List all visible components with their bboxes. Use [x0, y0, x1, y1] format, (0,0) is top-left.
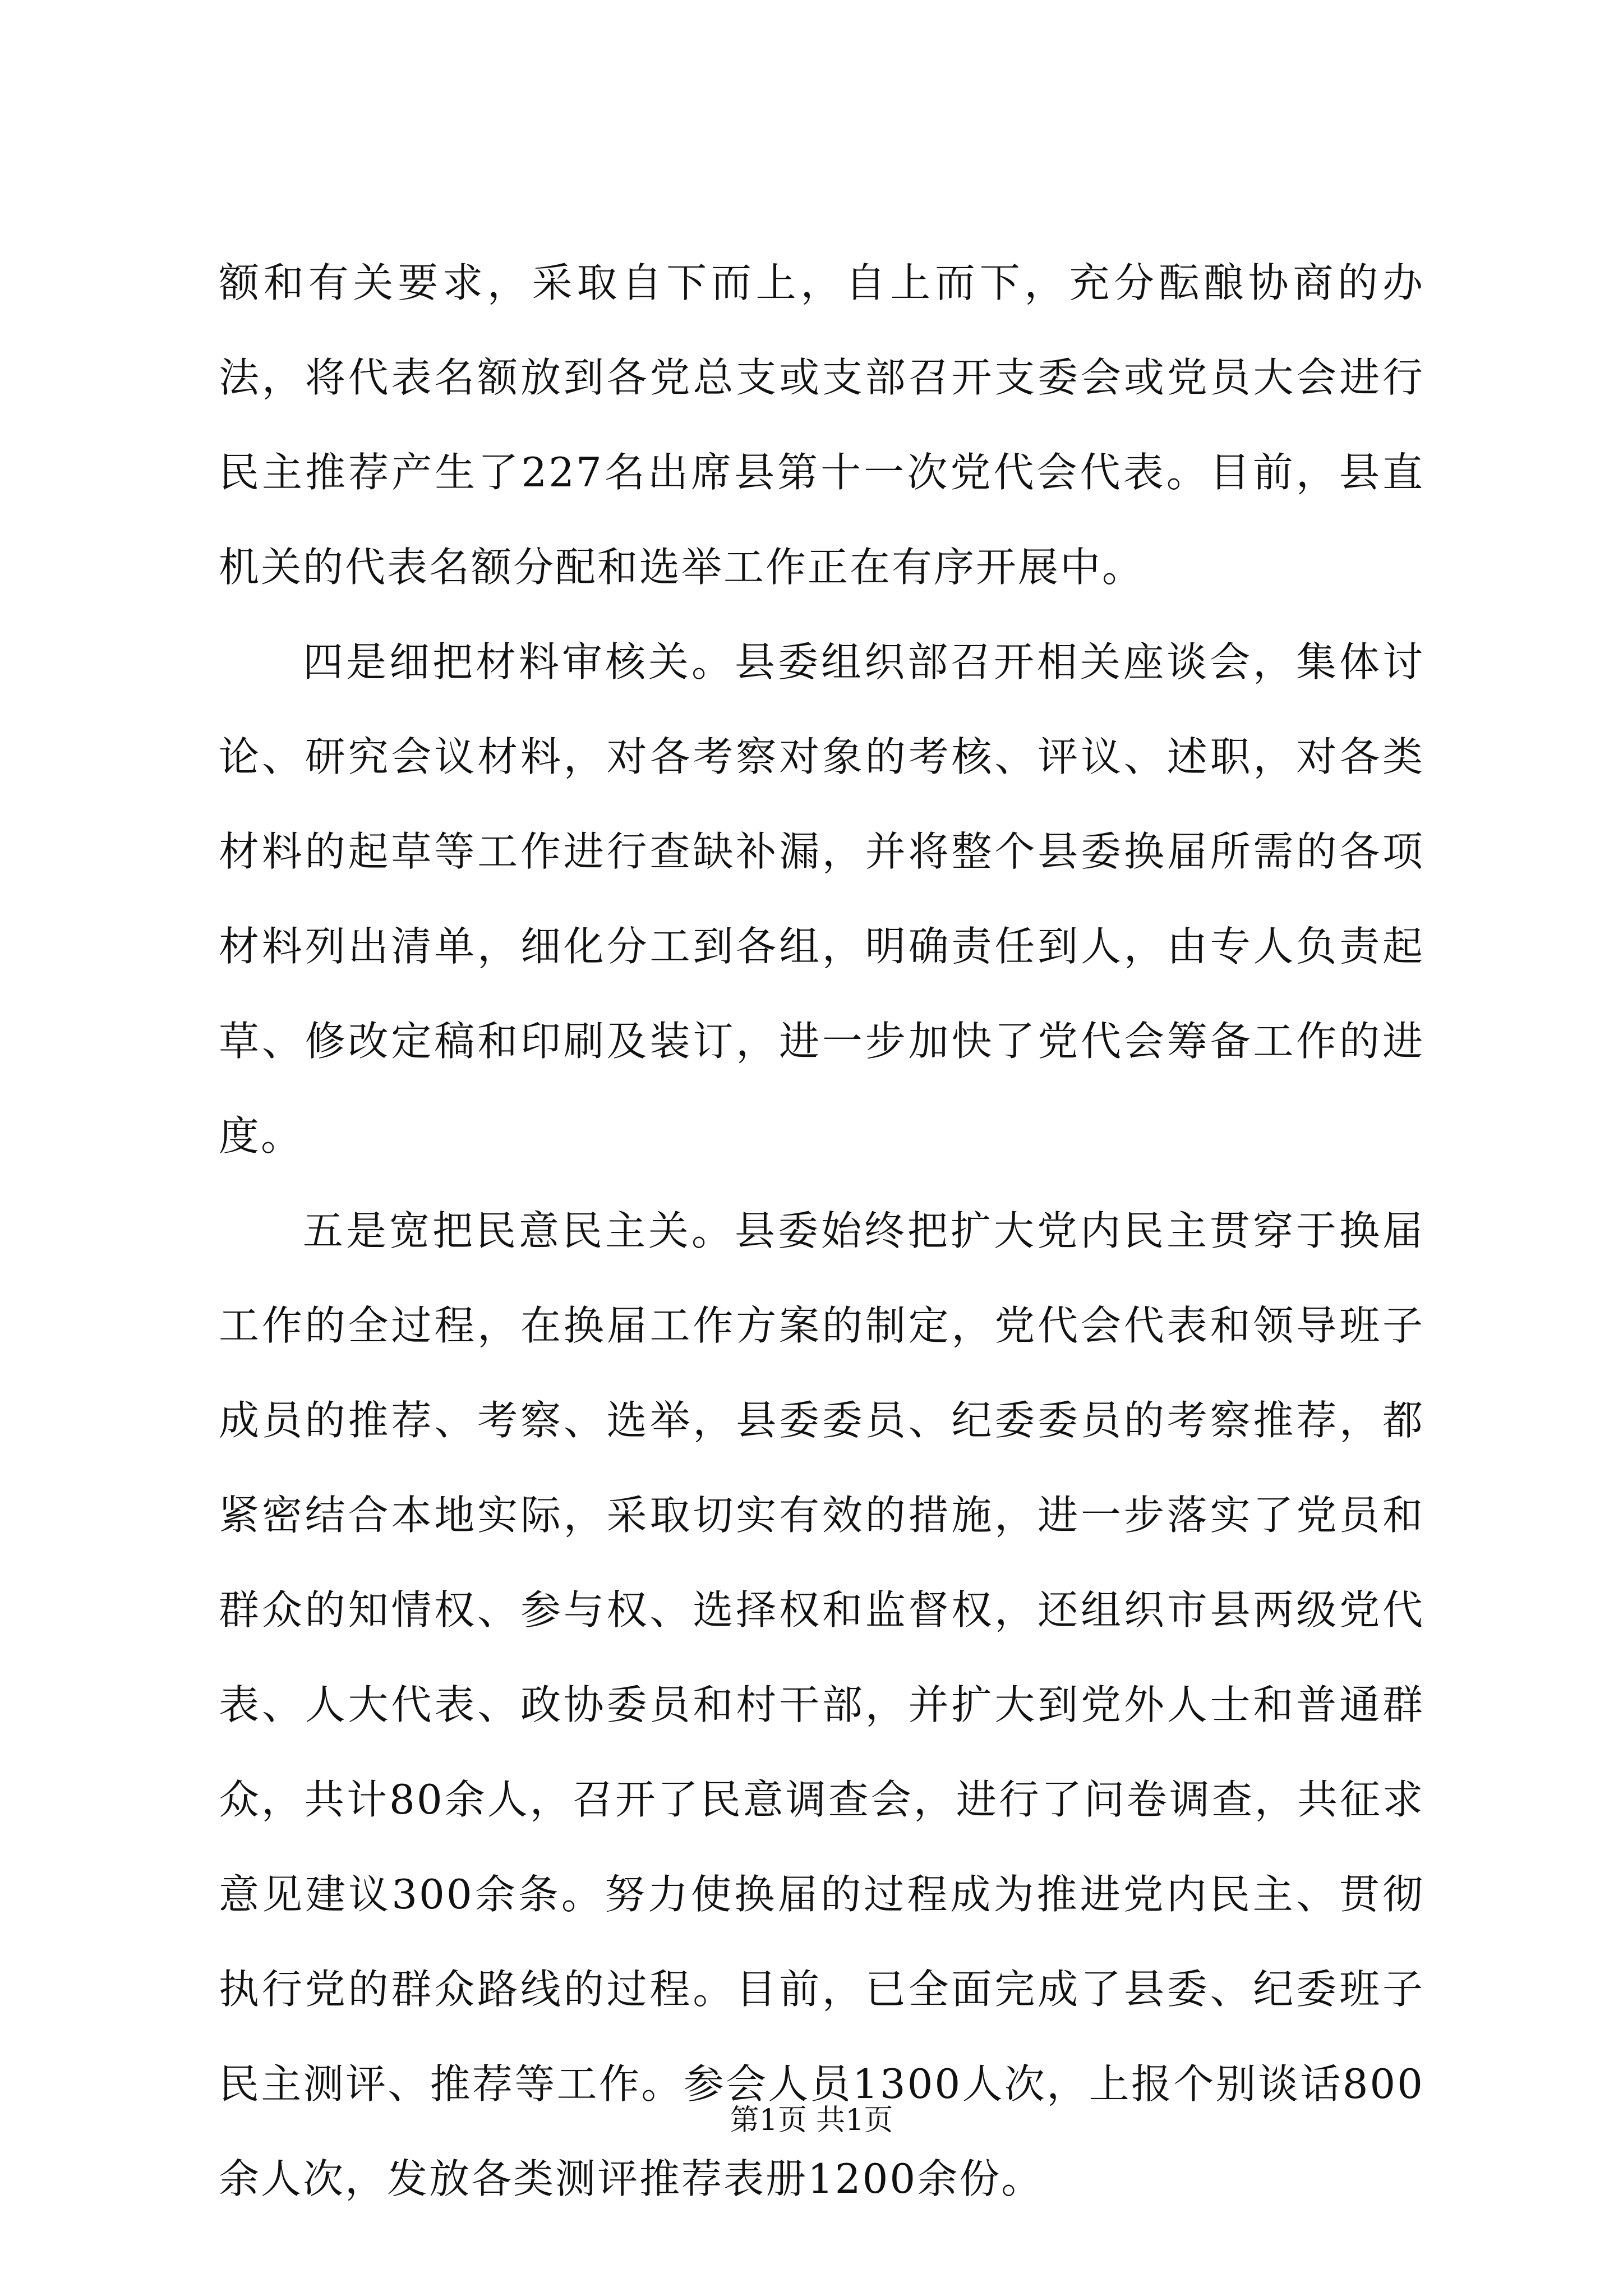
paragraph-public-opinion: 五是宽把民意民主关。县委始终把扩大党内民主贯穿于换届工作的全过程，在换届工作方案的制定，党代会代表和领导班子成员的推荐、考察、选举，县委委员、纪委委员的考察推荐，都紧密结合本地实际，采取切实有效的措施，进一步落实了党员和群众的知情权、参与权、选择权和监督权，还组织市县两级党代表、人大代表、政协委员和村干部，并扩大到党外人士和普通群众，共计80余人，召开了民意调查会，进行了问卷调查，共征求意见建议300余条。努力使换届的过程成为推进党内民主、贯彻执行党的群众路线的过程。目前，已全面完成了县委、纪委班子民主测评、推荐等工作。参会人员1300人次，上报个别谈话800余人次，发放各类测评推荐表册1200余份。	[219, 1207, 1424, 2202]
paragraph-material-review: 四是细把材料审核关。县委组织部召开相关座谈会，集体讨论、研究会议材料，对各考察对象的考核、评议、述职，对各类材料的起草等工作进行查缺补漏，并将整个县委换届所需的各项材料列出清单，细化分工到各组，明确责任到人，由专人负责起草、修改定稿和印刷及装订，进一步加快了党代会筹备工作的进度。	[219, 638, 1424, 1159]
paragraph-continuation: 额和有关要求，采取自下而上，自上而下，充分酝酿协商的办法，将代表名额放到各党总支或支部召开支委会或党员大会进行民主推荐产生了227名出席县第十一次党代会代表。目前，县直机关的代表名额分配和选举工作正在有序开展中。	[219, 259, 1424, 591]
document-body	[219, 236, 1424, 2226]
page-footer: 第1页 共1页	[730, 2104, 893, 2137]
